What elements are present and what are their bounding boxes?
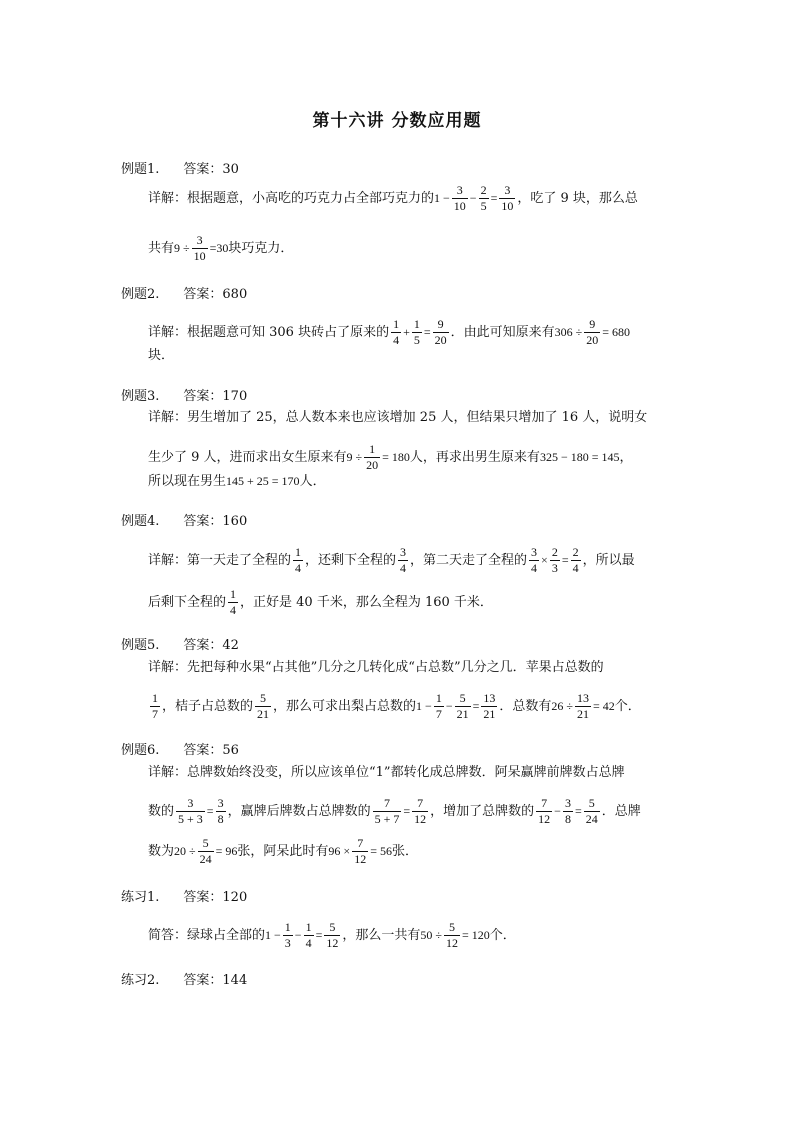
math-expression: = 120	[461, 928, 490, 942]
math-expression: 325 − 180 = 145	[539, 450, 620, 464]
math-expression: −	[554, 804, 561, 818]
fraction-denominator: 24	[199, 852, 212, 866]
section-label: 例题1.	[121, 162, 160, 177]
fraction-denominator: 20	[434, 333, 447, 347]
fraction-numerator: 9	[433, 317, 449, 333]
fraction-numerator: 13	[483, 691, 496, 705]
math-expression: ×	[541, 553, 548, 567]
fraction-denominator: 5 + 3	[178, 812, 203, 826]
explanation-line	[148, 473, 326, 490]
section-header	[121, 638, 239, 654]
fraction	[455, 691, 471, 722]
fraction-numerator: 5	[198, 836, 214, 852]
text-run: ，正好是 40 千米，那么全程为 160 千米．	[240, 595, 493, 610]
text-run: ．总数有	[499, 699, 552, 714]
text-run: ，吃了 9 块，那么总	[517, 191, 638, 206]
fraction-denominator: 4	[295, 561, 302, 575]
text-run: ，还剩下全程的	[305, 553, 397, 568]
fraction	[529, 545, 539, 576]
fraction-denominator: 7	[435, 707, 442, 721]
math-expression: +	[403, 325, 410, 339]
fraction	[584, 317, 600, 348]
fraction-numerator: 5	[455, 691, 471, 707]
page-title: 第十六讲 分数应用题	[312, 111, 482, 131]
section-header	[121, 287, 247, 303]
fraction-numerator: 1	[295, 545, 302, 559]
math-expression: −	[445, 699, 453, 713]
fraction-numerator: 7	[536, 796, 552, 812]
fraction-denominator: 10	[453, 199, 466, 213]
fraction	[398, 545, 408, 576]
fraction	[571, 545, 581, 576]
math-expression: = 680	[602, 325, 631, 339]
fraction-numerator: 13	[576, 691, 589, 705]
fraction	[584, 796, 600, 827]
fraction	[563, 796, 573, 827]
text-run: 个．	[614, 699, 641, 714]
math-expression: =	[315, 928, 323, 942]
fraction	[352, 836, 368, 867]
math-expression: = 96	[215, 844, 238, 858]
fraction-denominator: 3	[284, 936, 291, 950]
answer-text: 答案：170	[183, 389, 248, 404]
fraction	[391, 317, 401, 348]
text-run: 详解：总牌数始终没变，所以应该单位“1”都转化成总牌数．阿呆赢牌前牌数占总牌	[148, 765, 625, 780]
math-expression: =	[206, 804, 214, 818]
fraction-numerator: 2	[551, 545, 558, 559]
fraction-denominator: 21	[257, 707, 270, 721]
explanation-line	[148, 317, 630, 348]
text-run: 详解：第一天走了全程的	[148, 553, 292, 568]
math-expression: = 56	[370, 844, 392, 858]
math-expression: 26 ÷	[551, 699, 573, 713]
section-label: 例题6.	[121, 743, 160, 758]
section-label: 例题4.	[121, 514, 160, 529]
math-expression: = 180	[382, 450, 410, 464]
fraction	[452, 183, 468, 214]
fraction-numerator: 3	[531, 545, 538, 559]
fraction-denominator: 5 + 7	[374, 812, 400, 826]
text-run: ，	[619, 450, 633, 465]
fraction	[481, 691, 497, 722]
fraction	[550, 545, 560, 576]
text-run: 简答：绿球占全部的	[148, 928, 266, 943]
math-expression: =	[561, 553, 569, 567]
math-expression: 1 −	[434, 191, 450, 205]
fraction-denominator: 4	[305, 936, 312, 950]
fraction-denominator: 12	[414, 812, 427, 826]
text-run: ，赢牌后牌数占总牌数的	[227, 804, 371, 819]
fraction-denominator: 8	[564, 812, 571, 826]
math-expression: 9 ÷	[346, 450, 363, 464]
text-run: ，那么可求出梨占总数的	[273, 699, 417, 714]
fraction	[228, 587, 238, 618]
section-header	[121, 973, 247, 989]
math-expression: 145 + 25 = 170	[226, 474, 300, 488]
answer-text: 答案：120	[183, 890, 248, 905]
fraction-denominator: 5	[413, 333, 420, 347]
fraction-numerator: 1	[364, 442, 380, 458]
math-expression: 20 ÷	[174, 844, 196, 858]
fraction-numerator: 1	[393, 317, 400, 331]
fraction-numerator: 3	[499, 183, 515, 199]
math-expression: =	[423, 325, 431, 339]
section-label: 例题3.	[121, 389, 160, 404]
fraction-denominator: 20	[366, 458, 379, 472]
answer-text: 答案：30	[183, 162, 239, 177]
fraction-numerator: 1	[305, 920, 312, 934]
text-run: 张，阿呆此时有	[237, 844, 329, 859]
answer-text: 答案：56	[183, 743, 239, 758]
fraction-denominator: 12	[445, 936, 458, 950]
explanation-line	[148, 183, 638, 214]
explanation-line	[148, 765, 625, 781]
fraction	[434, 691, 444, 722]
fraction-denominator: 4	[531, 561, 538, 575]
fraction-denominator: 12	[538, 812, 551, 826]
explanation-line	[148, 796, 641, 827]
fraction-numerator: 3	[176, 796, 205, 812]
answer-text: 答案：160	[183, 514, 248, 529]
section-label: 练习2.	[121, 973, 160, 988]
section-label: 练习1.	[121, 890, 160, 905]
text-run: 详解：男生增加了 25，总人数本来也应该增加 25 人，但结果只增加了 16 人，说明女	[148, 410, 648, 425]
fraction	[150, 691, 160, 722]
section-label: 例题5.	[121, 638, 160, 653]
text-run: 数的	[148, 804, 175, 819]
fraction	[412, 317, 422, 348]
fraction-denominator: 20	[586, 333, 599, 347]
explanation-line	[148, 545, 635, 576]
fraction-denominator: 21	[483, 707, 496, 721]
section-header	[121, 514, 247, 530]
fraction-numerator: 9	[584, 317, 600, 333]
fraction	[216, 796, 226, 827]
fraction-numerator: 3	[564, 796, 571, 810]
text-run: 共有	[148, 241, 175, 256]
fraction-denominator: 7	[152, 707, 158, 721]
math-expression: =	[574, 804, 582, 818]
fraction-numerator: 7	[352, 836, 368, 852]
section-header	[121, 389, 247, 405]
fraction	[255, 691, 271, 722]
fraction-denominator: 21	[576, 707, 589, 721]
fraction-denominator: 10	[193, 249, 206, 263]
text-run: ．由此可知原来有	[450, 325, 555, 340]
fraction	[293, 545, 303, 576]
fraction-denominator: 3	[551, 561, 558, 575]
text-run: 后剩下全程的	[148, 595, 227, 610]
fraction-denominator: 12	[354, 852, 367, 866]
fraction-numerator: 5	[324, 920, 340, 936]
fraction	[192, 233, 208, 264]
fraction-denominator: 10	[501, 199, 514, 213]
text-run: 详解：根据题意，小高吃的巧克力占全部巧克力的	[148, 191, 435, 206]
math-expression: −	[294, 928, 302, 942]
fraction-numerator: 1	[435, 691, 442, 705]
fraction	[536, 796, 552, 827]
text-run: ，桔子占总数的	[162, 699, 254, 714]
math-expression: 9 ÷	[174, 241, 190, 255]
fraction-numerator: 1	[284, 920, 291, 934]
fraction-denominator: 12	[326, 936, 339, 950]
fraction-denominator: 24	[585, 812, 598, 826]
text-run: ，所以最	[582, 553, 635, 568]
fraction-denominator: 21	[456, 707, 469, 721]
fraction	[283, 920, 293, 951]
fraction-denominator: 5	[480, 199, 487, 213]
text-run: ，那么一共有	[342, 928, 421, 943]
answer-text: 答案：144	[183, 973, 248, 988]
fraction	[412, 796, 428, 827]
fraction-numerator: 1	[230, 587, 237, 601]
text-run: 数为	[148, 844, 175, 859]
section-header	[121, 890, 247, 906]
text-run: 人．	[299, 474, 326, 489]
fraction-denominator: 4	[572, 561, 579, 575]
fraction-denominator: 4	[400, 561, 407, 575]
text-run: 人，再求出男生原来有	[409, 450, 540, 465]
fraction	[479, 183, 489, 214]
fraction-numerator: 5	[584, 796, 600, 812]
fraction-numerator: 1	[152, 691, 158, 705]
fraction-denominator: 8	[217, 812, 224, 826]
explanation-line	[148, 348, 174, 364]
explanation-line	[148, 691, 641, 722]
text-run: 生少了 9 人，进而求出女生原来有	[148, 450, 347, 465]
fraction-numerator: 7	[373, 796, 402, 812]
text-run: 块巧克力．	[228, 241, 294, 256]
section-header	[121, 162, 239, 178]
math-expression: 50 ÷	[420, 928, 442, 942]
fraction-denominator: 4	[230, 603, 237, 617]
fraction-numerator: 3	[452, 183, 468, 199]
fraction	[499, 183, 515, 214]
explanation-line	[148, 233, 293, 264]
fraction	[444, 920, 460, 951]
fraction-numerator: 3	[217, 796, 224, 810]
text-run: ，增加了总牌数的	[430, 804, 535, 819]
math-expression: =	[472, 699, 480, 713]
math-expression: −	[469, 191, 477, 205]
text-run: 所以现在男生	[148, 474, 227, 489]
text-run: 个．	[489, 928, 516, 943]
fraction-numerator: 5	[255, 691, 271, 707]
answer-text: 答案：680	[183, 287, 248, 302]
fraction-denominator: 4	[393, 333, 400, 347]
answer-text: 答案：42	[183, 638, 239, 653]
text-run: 详解：根据题意可知 306 块砖占了原来的	[148, 325, 390, 340]
explanation-line	[148, 442, 633, 473]
fraction-numerator: 3	[400, 545, 407, 559]
explanation-line	[148, 660, 604, 676]
fraction-numerator: 2	[480, 183, 487, 197]
text-run: 张．	[391, 844, 418, 859]
explanation-line	[148, 587, 493, 618]
fraction	[364, 442, 380, 473]
explanation-line	[148, 920, 516, 951]
section-label: 例题2.	[121, 287, 160, 302]
fraction-numerator: 1	[413, 317, 420, 331]
fraction	[433, 317, 449, 348]
text-run: ．总牌	[601, 804, 641, 819]
fraction	[198, 836, 214, 867]
fraction	[324, 920, 340, 951]
math-expression: 1 −	[265, 928, 281, 942]
section-header	[121, 743, 239, 759]
fraction-numerator: 3	[192, 233, 208, 249]
math-expression: =	[490, 191, 498, 205]
math-expression: 96 ×	[328, 844, 351, 858]
fraction	[575, 691, 591, 722]
fraction	[176, 796, 205, 827]
math-expression: 306 ÷	[554, 325, 583, 339]
math-expression: 1 −	[416, 699, 432, 713]
fraction-numerator: 7	[412, 796, 428, 812]
fraction-numerator: 5	[444, 920, 460, 936]
math-expression: = 42	[592, 699, 615, 713]
fraction	[304, 920, 314, 951]
fraction-numerator: 2	[572, 545, 579, 559]
explanation-line	[148, 410, 647, 426]
fraction	[373, 796, 402, 827]
math-expression: =30	[209, 241, 229, 255]
text-run: ，第二天走了全程的	[410, 553, 528, 568]
explanation-line	[148, 836, 418, 867]
text-run: 详解：先把每种水果“占其他”几分之几转化成“占总数”几分之几．苹果占总数的	[148, 660, 604, 675]
text-run: 块．	[148, 348, 175, 363]
math-expression: =	[403, 804, 411, 818]
